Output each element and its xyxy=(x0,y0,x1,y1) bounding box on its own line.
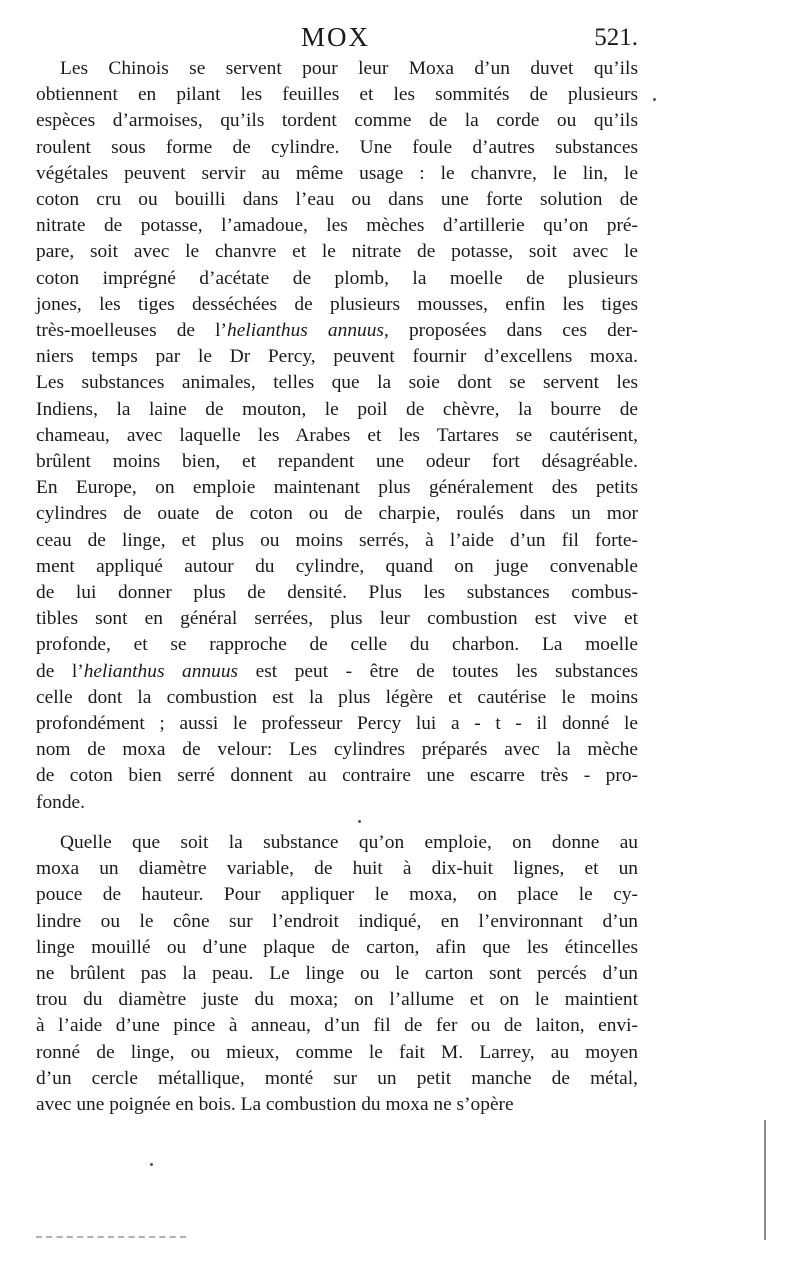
text-line: tibles sont en général serrées, plus leur combustion est vive et xyxy=(36,608,638,630)
text-line: Les Chinois se servent pour leur Moxa d’un duvet qu’ils xyxy=(60,58,638,79)
scan-footer-dashes xyxy=(36,1236,186,1238)
text-line: roulent sous forme de cylindre. Une foule d’autres substances xyxy=(36,136,638,158)
italic-term: helianthus annuus xyxy=(83,660,239,682)
text-line: brûlent moins bien, et repandent une odeur fort désagréable. xyxy=(36,451,638,473)
text-line: à l’aide d’une pince à anneau, d’un fil de fer ou de laiton, envi- xyxy=(36,1015,638,1037)
italic-term: helianthus annuus xyxy=(227,320,384,342)
text-line: trou du diamètre juste du moxa; on l’allume et on le maintient xyxy=(36,989,638,1011)
body-text xyxy=(36,56,638,1118)
text-line: de lui donner plus de densité. Plus les substances combus- xyxy=(36,582,638,604)
text-line: cylindres de ouate de coton ou de charpie, roulés dans un mor xyxy=(36,503,638,525)
text-line: ne brûlent pas la peau. Le linge ou le carton sont percés d’un xyxy=(36,962,638,984)
paragraph-moxa-substances xyxy=(36,56,638,816)
text-line: Indiens, la laine de mouton, le poil de chèvre, la bourre de xyxy=(36,398,638,420)
text-line: nom de moxa de velour: Les cylindres préparés avec la mèche xyxy=(36,739,638,761)
text-line: coton imprégné d’acétate de plomb, la moelle de plusieurs xyxy=(36,267,638,289)
text-line: de coton bien serré donnent au contraire une escarre très - pro- xyxy=(36,765,638,787)
text-line: jones, les tiges desséchées de plusieurs mousses, enfin les tiges xyxy=(36,293,638,315)
running-head: MOX xyxy=(301,22,371,52)
text-line: ceau de linge, et plus ou moins serrés, à l’aide d’un fil forte- xyxy=(36,529,638,551)
text-line: chameau, avec laquelle les Arabes et les Tartares se cautérisent, xyxy=(36,424,638,446)
text-line: Quelle que soit la substance qu’on emploie, on donne au xyxy=(60,831,638,853)
text-line: profondément ; aussi le professeur Percy lui a - t - il donné le xyxy=(36,713,638,735)
scan-speck xyxy=(358,820,361,823)
text-line: ronné de linge, ou mieux, comme le fait M. Larrey, au moyen xyxy=(36,1041,638,1063)
text-line: fonde. xyxy=(36,791,85,813)
text-line: pouce de hauteur. Pour appliquer le moxa, on place le cy- xyxy=(36,884,638,906)
text-line: coton cru ou bouilli dans l’eau ou dans une forte solution de xyxy=(36,189,638,211)
text-line: avec une poignée en bois. La combustion du moxa ne s’opère xyxy=(36,1093,514,1115)
text-line: végétales peuvent servir au même usage : le chanvre, le lin, le xyxy=(36,162,638,184)
paragraph-moxa-application xyxy=(36,830,638,1118)
text-line: lindre ou le cône sur l’endroit indiqué, en l’environnant d’un xyxy=(36,910,638,932)
text-line: niers temps par le Dr Percy, peuvent fournir d’excellens moxa. xyxy=(36,346,638,368)
text-line: pare, soit avec le chanvre et le nitrate de potasse, soit avec le xyxy=(36,241,638,263)
scan-speck xyxy=(150,1163,153,1166)
text-line: Les substances animales, telles que la soie dont se servent les xyxy=(36,372,638,394)
paragraph-gap xyxy=(36,816,638,830)
text-line: moxa un diamètre variable, de huit à dix-huit lignes, et un xyxy=(36,858,638,880)
text-line: celle dont la combustion est la plus légère et cautérise le moins xyxy=(36,686,638,708)
scan-margin-line xyxy=(764,1120,766,1240)
text-line: En Europe, on emploie maintenant plus généralement des petits xyxy=(36,477,638,499)
text-line: linge mouillé ou d’une plaque de carton, afin que les étincelles xyxy=(36,936,638,958)
text-line: ment appliqué autour du cylindre, quand on juge convenable xyxy=(36,555,638,577)
text-line: profonde, et se rapproche de celle du charbon. La moelle xyxy=(36,634,638,656)
text-line: nitrate de potasse, l’amadoue, les mèches d’artillerie qu’on pré- xyxy=(36,215,638,237)
text-line: de l’helianthus annuus est peut - être de toutes les substances xyxy=(36,660,639,682)
text-line: d’un cercle métallique, monté sur un petit manche de métal, xyxy=(36,1067,638,1089)
scan-speck xyxy=(653,98,656,101)
text-line: obtiennent en pilant les feuilles et les sommités de plusieurs xyxy=(36,84,638,106)
text-line: espèces d’armoises, qu’ils tordent comme de la corde ou qu’ils xyxy=(36,110,638,132)
page-header xyxy=(36,22,638,58)
text-line: très-moelleuses de l’helianthus annuus, proposées dans ces der- xyxy=(36,320,638,342)
page-number: 521. xyxy=(594,24,638,51)
